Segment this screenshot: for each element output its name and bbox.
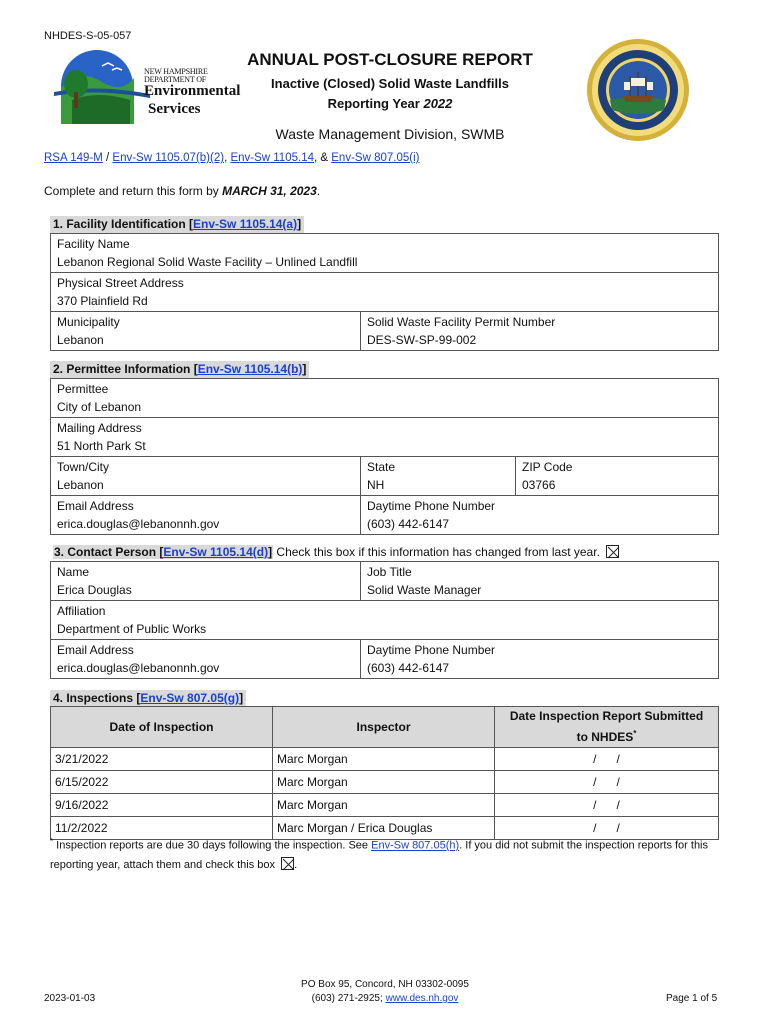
link-env-sw-1105-07[interactable]: Env-Sw 1105.07(b)(2) — [112, 152, 225, 164]
contact-name-label: Name — [57, 565, 90, 579]
permittee-information-table — [50, 378, 719, 535]
section-4-heading: 4. Inspections [Env-Sw 807.05(g)] — [50, 690, 246, 707]
col-header-date: Date of Inspection — [51, 707, 273, 748]
reporting-year-label: Reporting Year — [327, 96, 420, 111]
contact-changed-text: Check this box if this information has changed from last year. — [273, 545, 600, 559]
job-title-cell[interactable] — [361, 562, 719, 601]
job-title-label: Job Title — [367, 565, 412, 579]
table-row — [51, 794, 719, 817]
link-env-sw-807-05-h[interactable]: Env-Sw 807.05(h) — [371, 839, 460, 852]
link-env-sw-1105-14[interactable]: Env-Sw 1105.14 — [230, 152, 314, 164]
inspection-submitted-date[interactable]: / / — [495, 748, 719, 771]
affiliation-cell[interactable] — [51, 601, 719, 640]
zip-value: 03766 — [522, 478, 556, 492]
section-3-heading: 3. Contact Person [Env-Sw 1105.14(d)] Check this box if this information has changed from last year. — [50, 544, 622, 561]
link-env-sw-1105-14-d[interactable]: Env-Sw 1105.14(d) — [163, 545, 269, 559]
address-value: 370 Plainfield Rd — [57, 294, 148, 308]
logo-text-dept: DEPARTMENT OF — [144, 75, 207, 84]
col-header-submitted: Date Inspection Report Submitted to NHDES* — [495, 707, 719, 748]
reporting-year — [180, 96, 600, 111]
permittee-phone-label: Daytime Phone Number — [367, 499, 496, 513]
permittee-email-value: erica.douglas@lebanonnh.gov — [57, 517, 220, 531]
permittee-email-label: Email Address — [57, 499, 134, 513]
address-label: Physical Street Address — [57, 276, 184, 290]
permittee-label: Permittee — [57, 382, 109, 396]
contact-name-cell[interactable] — [51, 562, 361, 601]
mailing-address-value: 51 North Park St — [57, 439, 146, 453]
facility-name-value: Lebanon Regional Solid Waste Facility – Unlined Landfill — [57, 255, 358, 269]
inspection-date[interactable]: 6/15/2022 — [51, 771, 273, 794]
town-value: Lebanon — [57, 478, 104, 492]
permittee-phone-value: (603) 442-6147 — [367, 517, 450, 531]
footer-revision-date: 2023-01-03 — [44, 993, 96, 1004]
contact-name-value: Erica Douglas — [57, 583, 132, 597]
contact-phone-cell[interactable] — [361, 640, 719, 679]
contact-email-value: erica.douglas@lebanonnh.gov — [57, 661, 220, 675]
municipality-cell[interactable] — [51, 312, 361, 351]
table-row — [51, 771, 719, 794]
municipality-label: Municipality — [57, 315, 120, 329]
facility-name-cell[interactable] — [51, 234, 719, 273]
contact-phone-value: (603) 442-6147 — [367, 661, 450, 675]
inspection-inspector[interactable]: Marc Morgan — [273, 748, 495, 771]
contact-phone-label: Daytime Phone Number — [367, 643, 496, 657]
facility-identification-table — [50, 233, 719, 351]
logo-text-services: Services — [148, 101, 201, 117]
inspection-submitted-date[interactable]: / / — [495, 771, 719, 794]
inspection-inspector[interactable]: Marc Morgan — [273, 794, 495, 817]
page-title: ANNUAL POST-CLOSURE REPORT — [247, 50, 533, 69]
permit-number-value: DES-SW-SP-99-002 — [367, 333, 477, 347]
checkbox-x-icon — [282, 858, 295, 871]
municipality-value: Lebanon — [57, 333, 104, 347]
permittee-cell[interactable] — [51, 379, 719, 418]
due-date: MARCH 31, 2023 — [222, 184, 317, 198]
footer-address: PO Box 95, Concord, NH 03302-0095 (603) 271-2925; www.des.nh.gov — [301, 979, 469, 1004]
link-env-sw-807-05-i[interactable]: Env-Sw 807.05(i) — [331, 152, 420, 164]
checkbox-x-icon — [607, 546, 620, 559]
inspection-date[interactable]: 9/16/2022 — [51, 794, 273, 817]
des-logo-emblem-icon — [52, 48, 152, 126]
logo-text-environmental: Environmental — [144, 83, 241, 99]
link-env-sw-1105-14-b[interactable]: Env-Sw 1105.14(b) — [197, 362, 303, 376]
division-name: Waste Management Division, SWMB — [275, 126, 505, 142]
permit-number-label: Solid Waste Facility Permit Number — [367, 315, 556, 329]
state-label: State — [367, 460, 396, 474]
facility-name-label: Facility Name — [57, 237, 130, 251]
link-env-sw-1105-14-a[interactable]: Env-Sw 1105.14(a) — [193, 217, 298, 231]
permittee-email-cell[interactable] — [51, 496, 361, 535]
logo-text-state: NEW HAMPSHIRE — [144, 67, 208, 76]
address-cell[interactable] — [51, 273, 719, 312]
town-cell[interactable] — [51, 457, 361, 496]
contact-changed-checkbox[interactable] — [606, 545, 619, 558]
section-1-heading: 1. Facility Identification [Env-Sw 1105.14(a)] — [50, 216, 304, 233]
due-date-instruction: Complete and return this form by MARCH 31, 2023. — [44, 184, 321, 198]
table-row — [51, 748, 719, 771]
inspections-table — [50, 706, 719, 840]
section-2-heading: 2. Permittee Information [Env-Sw 1105.14(b)] — [50, 361, 309, 378]
col-header-inspector: Inspector — [273, 707, 495, 748]
inspection-footnote: * Inspection reports are due 30 days following the inspection. See Env-Sw 807.05(h). If you did not submit the inspection reports for this reporting year, attach them and check this box . — [50, 837, 709, 871]
link-env-sw-807-05-g[interactable]: Env-Sw 807.05(g) — [140, 691, 240, 705]
state-cell[interactable] — [361, 457, 516, 496]
affiliation-label: Affiliation — [57, 604, 106, 618]
contact-email-label: Email Address — [57, 643, 134, 657]
inspection-date[interactable]: 11/2/2022 — [51, 817, 273, 840]
inspection-inspector[interactable]: Marc Morgan / Erica Douglas — [273, 817, 495, 840]
form-id: NHDES-S-05-057 — [44, 30, 132, 42]
rule-references: RSA 149-M / Env-Sw 1105.07(b)(2), Env-Sw 1105.14, & Env-Sw 807.05(i) — [44, 152, 420, 164]
contact-email-cell[interactable] — [51, 640, 361, 679]
reports-attached-checkbox[interactable] — [281, 857, 294, 870]
state-value: NH — [367, 478, 385, 492]
town-label: Town/City — [57, 460, 110, 474]
page-number: Page 1 of 5 — [666, 993, 718, 1004]
job-title-value: Solid Waste Manager — [367, 583, 482, 597]
affiliation-value: Department of Public Works — [57, 622, 207, 636]
link-website[interactable]: www.des.nh.gov — [385, 993, 459, 1004]
inspection-date[interactable]: 3/21/2022 — [51, 748, 273, 771]
permittee-value: City of Lebanon — [57, 400, 142, 414]
permit-number-cell[interactable] — [361, 312, 719, 351]
inspection-submitted-date[interactable]: / / — [495, 817, 719, 840]
contact-person-table — [50, 561, 719, 679]
link-rsa-149m[interactable]: RSA 149-M — [44, 152, 103, 164]
inspection-submitted-date[interactable]: / / — [495, 794, 719, 817]
nh-state-seal-icon — [586, 38, 690, 142]
subtitle: Inactive (Closed) Solid Waste Landfills — [271, 76, 509, 91]
reporting-year-value: 2022 — [423, 96, 453, 111]
permittee-phone-cell[interactable] — [361, 496, 719, 535]
inspection-inspector[interactable]: Marc Morgan — [273, 771, 495, 794]
mailing-address-label: Mailing Address — [57, 421, 142, 435]
zip-label: ZIP Code — [522, 460, 573, 474]
zip-cell[interactable] — [516, 457, 719, 496]
mailing-address-cell[interactable] — [51, 418, 719, 457]
